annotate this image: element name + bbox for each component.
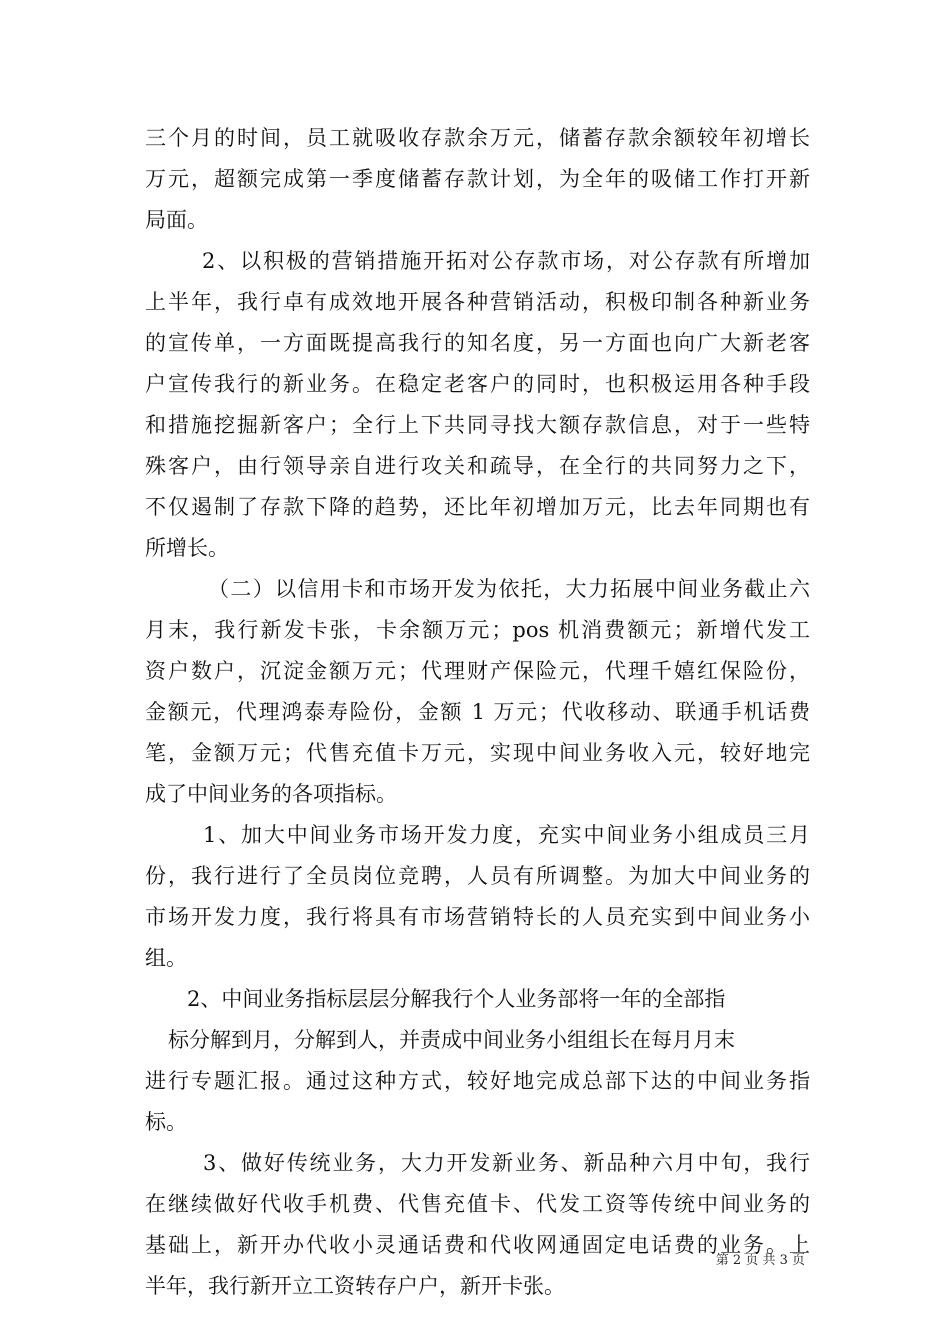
text-line: 进行专题汇报。通过这种方式，较好地完成总部下达的中间业务指 bbox=[145, 1069, 810, 1093]
text-line: 组。 bbox=[145, 946, 187, 970]
text-line: 万元，超额完成第一季度储蓄存款计划，为全年的吸储工作打开新 bbox=[145, 167, 810, 191]
text-line: 市场开发力度，我行将具有市场营销特长的人员充实到中间业务小 bbox=[145, 905, 810, 929]
text-line: 所增长。 bbox=[145, 536, 229, 560]
text-line: 在继续做好代收手机费、代售充值卡、代发工资等传统中间业务的 bbox=[145, 1192, 810, 1216]
text-line: 成了中间业务的各项指标。 bbox=[145, 782, 397, 806]
text-line: 上半年，我行卓有成效地开展各种营销活动，积极印制各种新业务 bbox=[145, 290, 810, 314]
paragraph-heading: 1、加大中间业务市场开发力度，充实中间业务小组成员三月 bbox=[203, 823, 810, 847]
text-line: 份，我行进行了全员岗位竞聘，人员有所调整。为加大中间业务的 bbox=[145, 864, 810, 888]
paragraph-heading: 2、中间业务指标层层分解我行个人业务部将一年的全部指 bbox=[187, 987, 726, 1011]
text-line: 局面。 bbox=[145, 208, 208, 232]
section-heading: （二）以信用卡和市场开发为依托，大力拓展中间业务截止六 bbox=[208, 577, 810, 601]
paragraph-heading: 2、以积极的营销措施开拓对公存款市场，对公存款有所增加 bbox=[202, 249, 810, 273]
text-line: 月末，我行新发卡张，卡余额万元；pos 机消费额元；新增代发工 bbox=[145, 618, 810, 642]
text-line: 基础上，新开办代收小灵通话费和代收网通固定电话费的业务。上 bbox=[145, 1233, 810, 1257]
text-line: 户宣传我行的新业务。在稳定老客户的同时，也积极运用各种手段 bbox=[145, 372, 810, 396]
text-line: 殊客户，由行领导亲自进行攻关和疏导，在全行的共同努力之下， bbox=[145, 454, 810, 478]
text-line: 标。 bbox=[145, 1110, 187, 1134]
text-line: 标分解到月，分解到人，并责成中间业务小组组长在每月月末 bbox=[168, 1028, 735, 1052]
paragraph-heading: 3、做好传统业务，大力开发新业务、新品种六月中旬，我行 bbox=[203, 1151, 810, 1175]
text-line: 和措施挖掘新客户；全行上下共同寻找大额存款信息，对于一些特 bbox=[145, 413, 810, 437]
text-line: 笔，金额万元；代售充值卡万元，实现中间业务收入元，较好地完 bbox=[145, 741, 810, 765]
text-line: 三个月的时间，员工就吸收存款余万元，储蓄存款余额较年初增长 bbox=[145, 126, 810, 150]
text-line: 资户数户，沉淀金额万元；代理财产保险元，代理千嬉红保险份， bbox=[145, 659, 810, 683]
text-line: 不仅遏制了存款下降的趋势，还比年初增加万元，比去年同期也有 bbox=[145, 495, 810, 519]
text-line: 半年，我行新开立工资转存户户，新开卡张。 bbox=[145, 1274, 565, 1298]
text-line: 金额元，代理鸿泰寿险份，金额 1 万元；代收移动、联通手机话费 bbox=[145, 700, 810, 724]
document-body bbox=[145, 118, 810, 1307]
text-line: 的宣传单，一方面既提高我行的知名度，另一方面也向广大新老客 bbox=[145, 331, 810, 355]
page-number: 第 2 页 共 3 页 bbox=[715, 1253, 805, 1268]
